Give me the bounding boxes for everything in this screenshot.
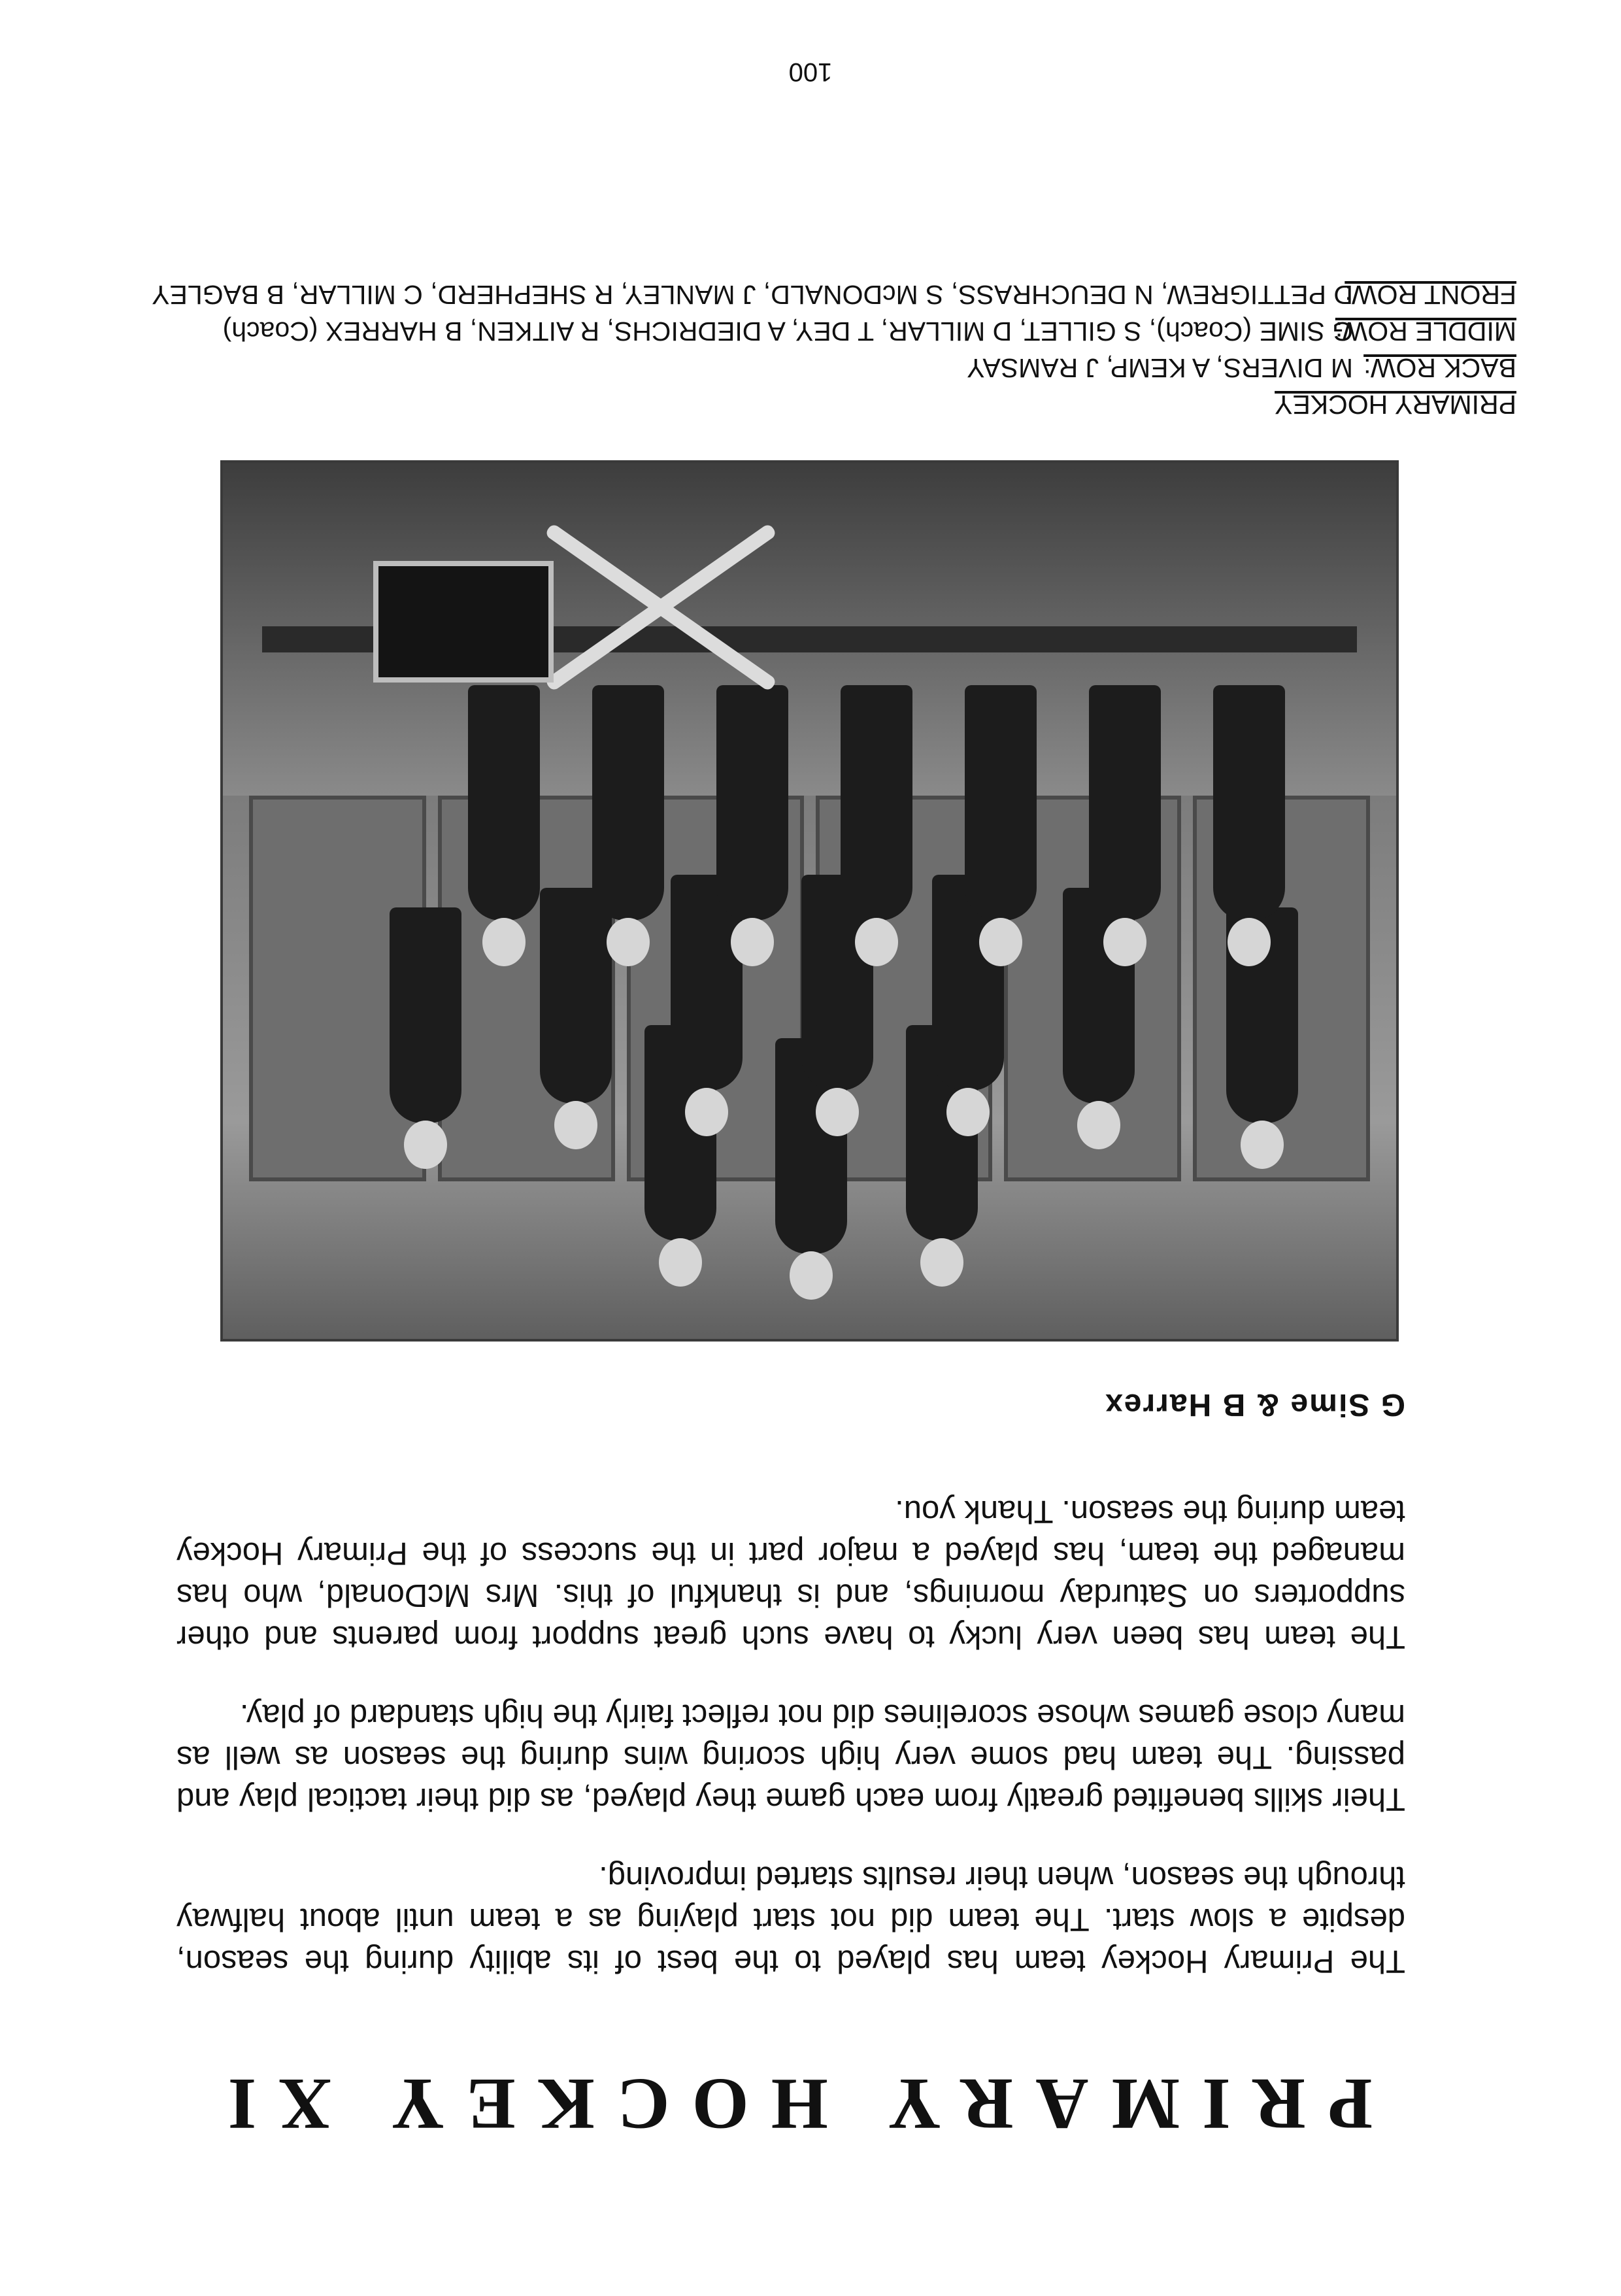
photo-caption [78, 277, 1516, 423]
caption-row-front [78, 277, 1516, 313]
page-title: PRIMARY HOCKEY XI [205, 2063, 1373, 2144]
paragraph-2: Their skills benefited greatly from each game they played, as did their tactical play and passing. The team had some very high scoring wins during the season as well as many close games whose scorelines did not reflect fairly the high standard of play. [176, 1698, 1405, 1817]
caption-row-middle [78, 313, 1516, 350]
signature: G Sime & B Harrex [1104, 1387, 1405, 1422]
caption-row-names: G SIME (Coach), S GILLET, D MILLAR, T DEY, A DIEDRICHS, R AITKEN, B HARREX (Coach) [222, 316, 1353, 346]
caption-row-back [78, 350, 1516, 386]
caption-row-label: BACK ROW: [1363, 353, 1516, 383]
player-figure [841, 685, 912, 920]
player-figure [1213, 685, 1285, 920]
player-figure [468, 685, 540, 920]
paragraph-3: The team has been very lucky to have such great support from parents and other supporters on Saturday mornings, and is thankful of this. Mrs McDonald, who has managed the team, has played a major part in the success of the Primary Hockey team during the season. Thank you. [176, 1494, 1405, 1655]
caption-row-label: MIDDLE ROW: [1335, 316, 1516, 346]
player-figure [592, 685, 664, 920]
player-figure [1089, 685, 1161, 920]
team-photo [220, 460, 1399, 1342]
caption-row-names: D PETTIGREW, N DEUCHRASS, S McDONALD, J MANLEY, R SHEPHERD, C MILLAR, B BAGLEY [152, 280, 1353, 310]
caption-row-label: FRONT ROW: [1345, 280, 1516, 310]
paragraph-1: The Primary Hockey team has played to the best of its ability during the season, despite a slow start. The team did not start playing as a team until about halfway through the season, when their results started improving. [176, 1860, 1405, 1979]
caption-row-names: M DIVERS, A KEMP, J RAMSAY [967, 353, 1353, 383]
player-figure [716, 685, 788, 920]
player-figure [540, 888, 612, 1104]
article-body [176, 1454, 1405, 1982]
team-name-board [373, 561, 554, 683]
player-figure [965, 685, 1037, 920]
page-number: 100 [788, 58, 833, 86]
caption-title: PRIMARY HOCKEY [1275, 390, 1516, 420]
player-figure [390, 907, 461, 1123]
